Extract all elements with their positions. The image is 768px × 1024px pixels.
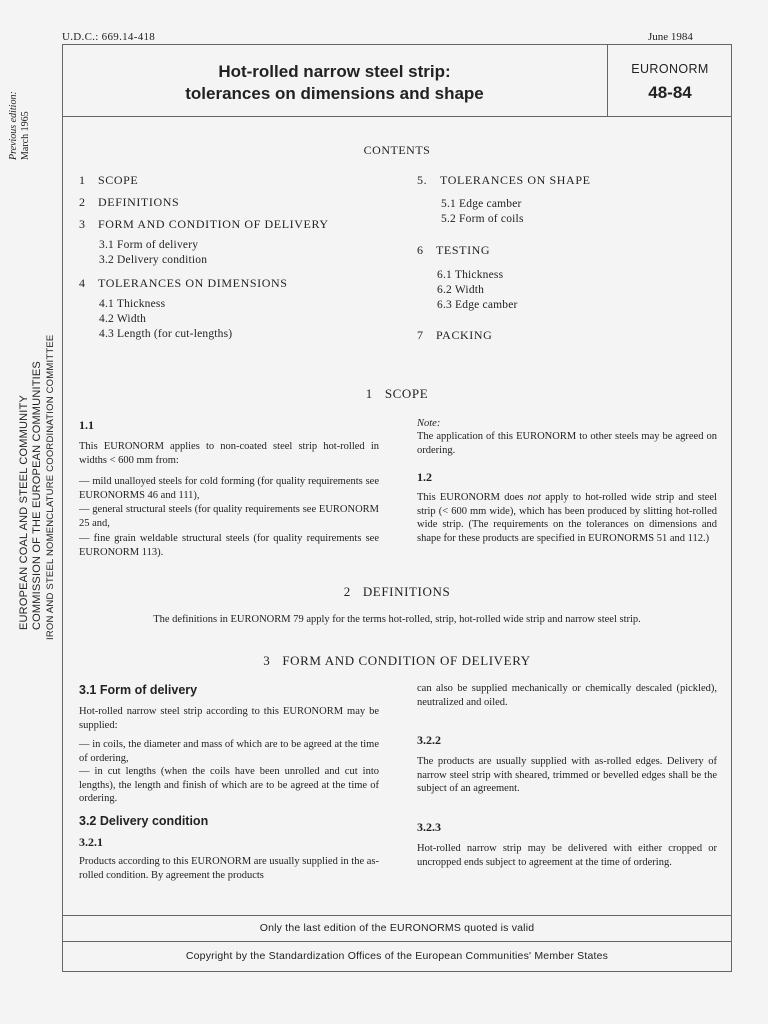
toc-subitem: 6.2 Width bbox=[437, 284, 485, 296]
paragraph-number: 3.2.2 bbox=[417, 733, 441, 747]
toc-subitem: 3.2 Delivery condition bbox=[99, 254, 208, 266]
section-title-delivery: 3 FORM AND CONDITION OF DELIVERY bbox=[263, 653, 531, 668]
scope-paragraph-1-1: This EURONORM applies to non-coated steel strip hot-rolled in widths < 600 mm from: bbox=[79, 441, 379, 466]
side-committee: IRON AND STEEL NOMENCLATURE COORDINATION COMMITTEE bbox=[45, 334, 56, 640]
paragraph-number: 3.2.1 bbox=[79, 835, 103, 849]
previous-edition-date: March 1965 bbox=[20, 111, 31, 160]
delivery-list-item: — in coils, the diameter and mass of which are to be agreed at the time of ordering, bbox=[79, 739, 379, 764]
toc-item-scope: 1 SCOPE bbox=[79, 173, 139, 187]
subsection-title-form-of-delivery: 3.1 Form of delivery bbox=[79, 683, 198, 697]
definitions-text: The definitions in EURONORM 79 apply for the terms hot-rolled, strip, hot-rolled wide strip and narrow steel strip. bbox=[153, 614, 641, 625]
toc-item-tolerances-shape: 5. TOLERANCES ON SHAPE bbox=[417, 173, 591, 187]
side-ecsc: EUROPEAN COAL AND STEEL COMMUNITY bbox=[18, 395, 30, 630]
toc-subitem: 5.1 Edge camber bbox=[441, 198, 522, 210]
section-title-definitions: 2 DEFINITIONS bbox=[343, 584, 451, 599]
delivery-condition-text: Products according to this EURONORM are usually supplied in the as-rolled condition. By agreement the products bbox=[79, 856, 379, 881]
toc-subitem: 5.2 Form of coils bbox=[441, 213, 524, 225]
toc-item-packing: 7 PACKING bbox=[417, 328, 493, 342]
section-title-scope: 1 SCOPE bbox=[365, 386, 429, 401]
footer-box bbox=[62, 942, 732, 972]
contents-title: CONTENTS bbox=[363, 143, 431, 157]
toc-subitem: 4.3 Length (for cut-lengths) bbox=[99, 328, 233, 340]
toc-subitem: 6.1 Thickness bbox=[437, 269, 504, 281]
delivery-condition-continued: can also be supplied mechanically or chemically descaled (pickled), neutralized and oiled. bbox=[417, 683, 717, 708]
footer-validity-note: Only the last edition of the EURONORMS quoted is valid bbox=[259, 922, 535, 934]
toc-item-tolerances-dimensions: 4 TOLERANCES ON DIMENSIONS bbox=[79, 276, 288, 290]
publication-date: June 1984 bbox=[648, 31, 693, 43]
euronorm-label: EURONORM bbox=[631, 62, 709, 76]
header-vertical-divider bbox=[607, 44, 608, 116]
toc-subitem: 4.2 Width bbox=[99, 313, 147, 325]
toc-item-delivery: 3 FORM AND CONDITION OF DELIVERY bbox=[79, 217, 329, 231]
scope-list-item: — general structural steels (for quality requirements see EURONORM 25 and, bbox=[79, 504, 379, 529]
scope-list-item: — mild unalloyed steels for cold forming (for quality requirements see EURONORMS 46 and 111), bbox=[79, 476, 379, 501]
delivery-paragraph: Hot-rolled narrow steel strip according to this EURONORM may be supplied: bbox=[79, 706, 379, 731]
subsection-title-delivery-condition: 3.2 Delivery condition bbox=[79, 814, 209, 828]
ends-text: Hot-rolled narrow strip may be delivered with either cropped or uncropped ends subject to agreement at the time of ordering. bbox=[417, 843, 717, 868]
toc-item-testing: 6 TESTING bbox=[417, 243, 491, 257]
footer-copyright: Copyright by the Standardization Offices of the European Communities' Member States bbox=[185, 950, 609, 962]
toc-subitem: 6.3 Edge camber bbox=[437, 299, 518, 311]
paragraph-number: 3.2.3 bbox=[417, 820, 441, 834]
paragraph-number: 1.1 bbox=[79, 418, 94, 432]
document-title-line1: Hot-rolled narrow steel strip: bbox=[218, 62, 451, 81]
paragraph-number: 1.2 bbox=[417, 470, 432, 484]
document-title-line2: tolerances on dimensions and shape bbox=[185, 84, 484, 103]
edges-text: The products are usually supplied with as-rolled edges. Delivery of narrow steel strip with sheared, trimmed or bevelled edges shall be the subject of an agreement. bbox=[417, 756, 717, 794]
previous-edition-label: Previous edition: bbox=[8, 91, 19, 160]
note-text: The application of this EURONORM to other steels may be agreed on ordering. bbox=[417, 431, 717, 456]
toc-subitem: 4.1 Thickness bbox=[99, 298, 166, 310]
toc-item-definitions: 2 DEFINITIONS bbox=[79, 195, 180, 209]
note-label: Note: bbox=[417, 418, 441, 429]
scope-list-item: — fine grain weldable structural steels (for quality requirements see EURONORM 113). bbox=[79, 533, 379, 558]
side-commission: COMMISSION OF THE EUROPEAN COMMUNITIES bbox=[31, 361, 43, 630]
scope-paragraph-1-2: This EURONORM does not apply to hot-rolled wide strip and steel strip (< 600 mm wide), which has been produced by slitting hot-rolled wide strip. (The requirements on the tolerances on dimensions and shape for these products are specified in EURONORMS 51 and 112.) bbox=[417, 492, 717, 544]
footer-divider bbox=[62, 915, 732, 916]
udc-code: U.D.C.: 669.14-418 bbox=[62, 31, 156, 43]
delivery-list-item: — in cut lengths (when the coils have been unrolled and cut into lengths), the length and finish of which are to be agreed at the time of ordering. bbox=[79, 766, 379, 804]
euronorm-number: 48-84 bbox=[648, 83, 692, 102]
header-divider bbox=[62, 116, 732, 117]
toc-subitem: 3.1 Form of delivery bbox=[99, 239, 199, 251]
